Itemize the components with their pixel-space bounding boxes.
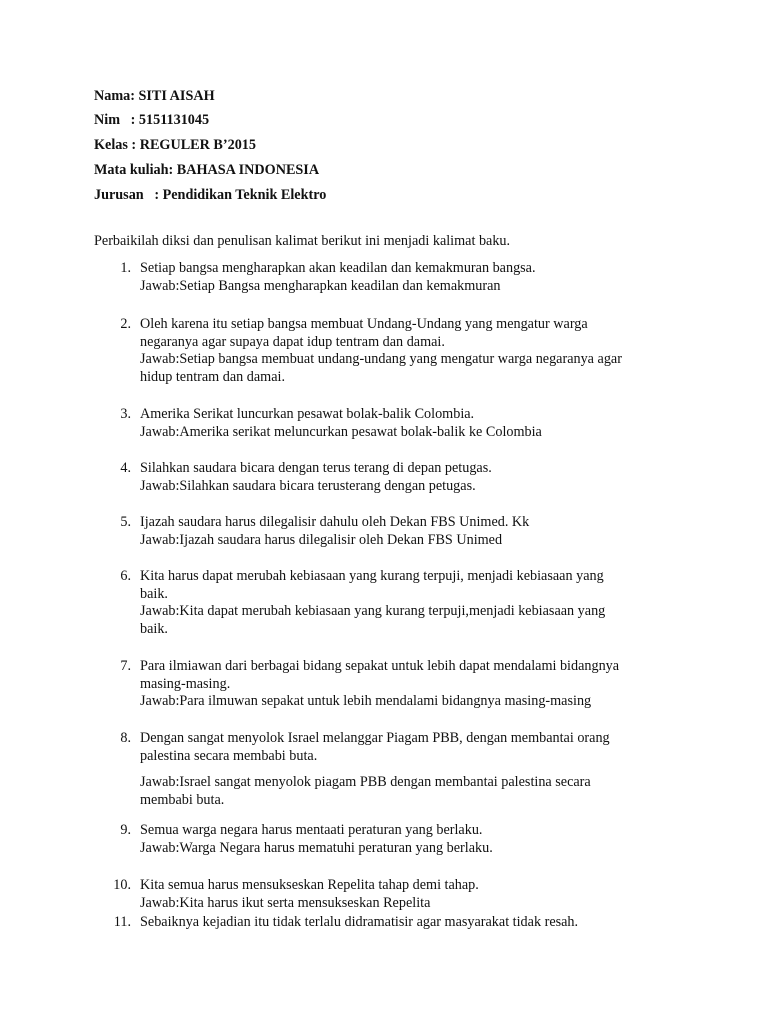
question-line: Kita harus dapat merubah kebiasaan yang kurang terpuji, menjadi kebiasaan yang	[140, 568, 604, 584]
student-nim: Nim : 5151131045	[94, 112, 210, 128]
question-line: Setiap bangsa mengharapkan akan keadilan dan kemakmuran bangsa.	[140, 260, 536, 276]
question-line: masing-masing.	[140, 675, 231, 692]
answer-line: hidup tentram dan damai.	[140, 368, 285, 385]
answer-line: Jawab:Kita dapat merubah kebiasaan yang kurang terpuji,menjadi kebiasaan yang	[140, 603, 606, 620]
item-number: 3.	[120, 406, 131, 422]
answer-line: Jawab:Warga Negara harus mematuhi peraturan yang berlaku.	[140, 839, 493, 856]
item-number: 4.	[120, 460, 131, 476]
item-body	[140, 730, 680, 809]
course-name: Mata kuliah: BAHASA INDONESIA	[94, 162, 320, 178]
question-line: Para ilmiawan dari berbagai bidang sepakat untuk lebih dapat mendalami bidangnya	[140, 658, 620, 674]
item-body	[140, 316, 680, 386]
item-body	[140, 460, 680, 495]
question-line: Kita semua harus mensukseskan Repelita tahap demi tahap.	[140, 877, 479, 893]
question-line: Oleh karena itu setiap bangsa membuat Undang-Undang yang mengatur warga	[140, 316, 588, 332]
question-line: palestina secara membabi buta.	[140, 747, 318, 764]
question-line: Dengan sangat menyolok Israel melanggar Piagam PBB, dengan membantai orang	[140, 730, 610, 746]
answer-line: Jawab:Setiap bangsa membuat undang-undang yang mengatur warga negaranya agar	[140, 351, 622, 368]
instruction-text: Perbaikilah diksi dan penulisan kalimat berikut ini menjadi kalimat baku.	[94, 233, 511, 249]
item-number: 7.	[120, 658, 131, 674]
answer-line: Jawab:Silahkan saudara bicara terusterang dengan petugas.	[140, 477, 476, 494]
answer-line: baik.	[140, 620, 168, 637]
question-line: baik.	[140, 585, 168, 602]
question-line: Amerika Serikat luncurkan pesawat bolak-balik Colombia.	[140, 406, 475, 422]
item-body	[140, 568, 680, 638]
item-body	[140, 514, 680, 549]
answer-line: Jawab:Para ilmuwan sepakat untuk lebih mendalami bidangnya masing-masing	[140, 693, 592, 710]
question-line: negaranya agar supaya dapat idup tentram dan damai.	[140, 333, 445, 350]
item-number: 11.	[113, 914, 131, 930]
question-line: Silahkan saudara bicara dengan terus terang di depan petugas.	[140, 460, 492, 476]
item-body	[140, 658, 680, 711]
item-number: 2.	[120, 316, 131, 332]
item-body	[140, 877, 680, 912]
question-line: Ijazah saudara harus dilegalisir dahulu oleh Dekan FBS Unimed. Kk	[140, 514, 530, 530]
item-body	[140, 822, 680, 857]
student-name: Nama: SITI AISAH	[94, 88, 215, 104]
answer-line: Jawab:Amerika serikat meluncurkan pesawat bolak-balik ke Colombia	[140, 423, 542, 440]
item-body	[140, 914, 680, 932]
item-number: 10.	[113, 877, 131, 893]
answer-line: Jawab:Setiap Bangsa mengharapkan keadilan dan kemakmuran	[140, 277, 501, 294]
question-line: Sebaiknya kejadian itu tidak terlalu didramatisir agar masyarakat tidak resah.	[140, 914, 579, 930]
answer-line: Jawab:Ijazah saudara harus dilegalisir oleh Dekan FBS Unimed	[140, 531, 503, 548]
item-number: 9.	[120, 822, 131, 838]
item-body	[140, 406, 680, 441]
answer-line: Jawab:Israel sangat menyolok piagam PBB dengan membantai palestina secara	[140, 774, 591, 791]
item-number: 5.	[120, 514, 131, 530]
answer-line: membabi buta.	[140, 791, 225, 808]
student-class: Kelas : REGULER B’2015	[94, 137, 256, 153]
item-number: 8.	[120, 730, 131, 746]
item-body	[140, 260, 680, 295]
question-line: Semua warga negara harus mentaati peraturan yang berlaku.	[140, 822, 483, 838]
department: Jurusan : Pendidikan Teknik Elektro	[94, 187, 327, 203]
answer-line: Jawab:Kita harus ikut serta mensukseskan Repelita	[140, 894, 431, 911]
item-number: 1.	[120, 260, 131, 276]
item-number: 6.	[120, 568, 131, 584]
